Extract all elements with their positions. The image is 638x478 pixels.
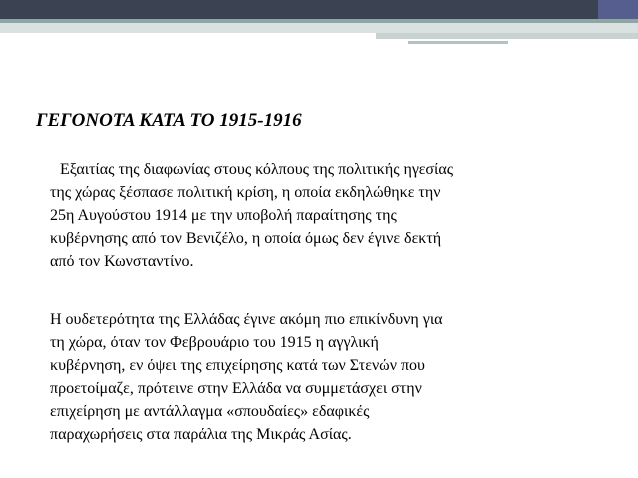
paragraph-1-line: 25η Αυγούστου 1914 με την υποβολή παραίτησης της: [50, 207, 397, 224]
header-stripe-segment-small: [408, 41, 508, 44]
paragraph-1-line: κυβέρνησης από τον Βενιζέλο, η οποία όμως δεν έγινε δεκτή: [50, 230, 442, 247]
paragraph-1-line: Εξαιτίας της διαφωνίας στους κόλπους της πολιτικής ηγεσίας: [60, 161, 454, 178]
paragraph-2: [50, 308, 610, 446]
paragraph-2-line: παραχωρήσεις στα παράλια της Μικράς Ασίας.: [50, 426, 352, 443]
paragraph-2-line: κυβέρνηση, εν όψει της επιχείρησης κατά των Στενών που: [50, 357, 425, 374]
paragraph-1: [50, 158, 610, 273]
paragraph-1-line: από τον Κωνσταντίνο.: [50, 253, 194, 270]
paragraph-1-line: της χώρας ξέσπασε πολιτική κρίση, η οποία εκδηλώθηκε την: [50, 184, 441, 201]
header-stripe-segment: [376, 33, 638, 39]
header-bar: [0, 0, 598, 19]
header-stripe-light: [0, 23, 638, 33]
paragraph-2-line: Η ουδετερότητα της Ελλάδας έγινε ακόμη πιο επικίνδυνη για: [50, 311, 443, 328]
slide-title: ΓΕΓΟΝΟΤΑ ΚΑΤΑ ΤΟ 1915-1916: [36, 110, 302, 131]
paragraph-2-line: προετοίμαζε, πρότεινε στην Ελλάδα να συμμετάσχει στην: [50, 380, 422, 397]
header-accent: [598, 0, 638, 19]
paragraph-2-line: τη χώρα, όταν τον Φεβρουάριο του 1915 η αγγλική: [50, 334, 379, 351]
paragraph-2-line: επιχείρηση με αντάλλαγμα «σπουδαίες» εδαφικές: [50, 403, 370, 420]
